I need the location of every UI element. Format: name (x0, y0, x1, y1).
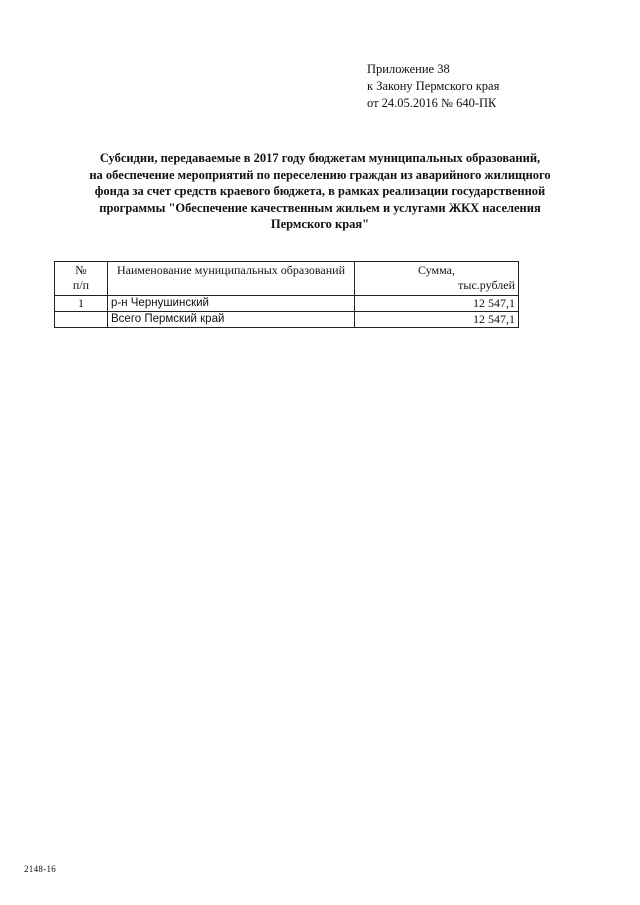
total-number (55, 312, 108, 328)
row-sum: 12 547,1 (355, 296, 519, 312)
header-number-line1: № (75, 263, 87, 277)
table-row (55, 296, 519, 312)
header-sum (355, 262, 519, 296)
document-title (60, 150, 580, 233)
annex-law-date: от 24.05.2016 № 640-ПК (367, 96, 497, 110)
table-total-row (55, 312, 519, 328)
header-name-text: Наименование муниципальных образований (116, 263, 346, 277)
header-number-line2: п/п (72, 278, 90, 292)
row-municipality-name: р-н Чернушинский (108, 296, 355, 312)
title-line-1: Субсидии, передаваемые в 2017 году бюджетам муниципальных образований, (99, 151, 541, 165)
subsidy-table (54, 261, 519, 328)
title-line-4: программы "Обеспечение качественным жильем и услугами ЖКХ населения (99, 200, 541, 215)
row-number: 1 (55, 296, 108, 312)
header-name (108, 262, 355, 296)
title-line-2: на обеспечение мероприятий по переселению граждан из аварийного жилищного (89, 167, 551, 182)
title-line-5: Пермского края" (270, 217, 370, 231)
title-line-3: фонда за счет средств краевого бюджета, в рамках реализации государственной (94, 184, 546, 198)
header-sum-line1: Сумма, (418, 263, 455, 277)
header-sum-line2: тыс.рублей (458, 278, 515, 292)
document-code: 2148-16 (24, 864, 57, 874)
total-name: Всего Пермский край (108, 312, 355, 328)
table-header-row (55, 262, 519, 296)
annex-number: Приложение 38 (367, 62, 450, 76)
header-number (55, 262, 108, 296)
total-sum: 12 547,1 (355, 312, 519, 328)
annex-header (367, 61, 499, 112)
annex-law-reference: к Закону Пермского края (367, 79, 500, 93)
